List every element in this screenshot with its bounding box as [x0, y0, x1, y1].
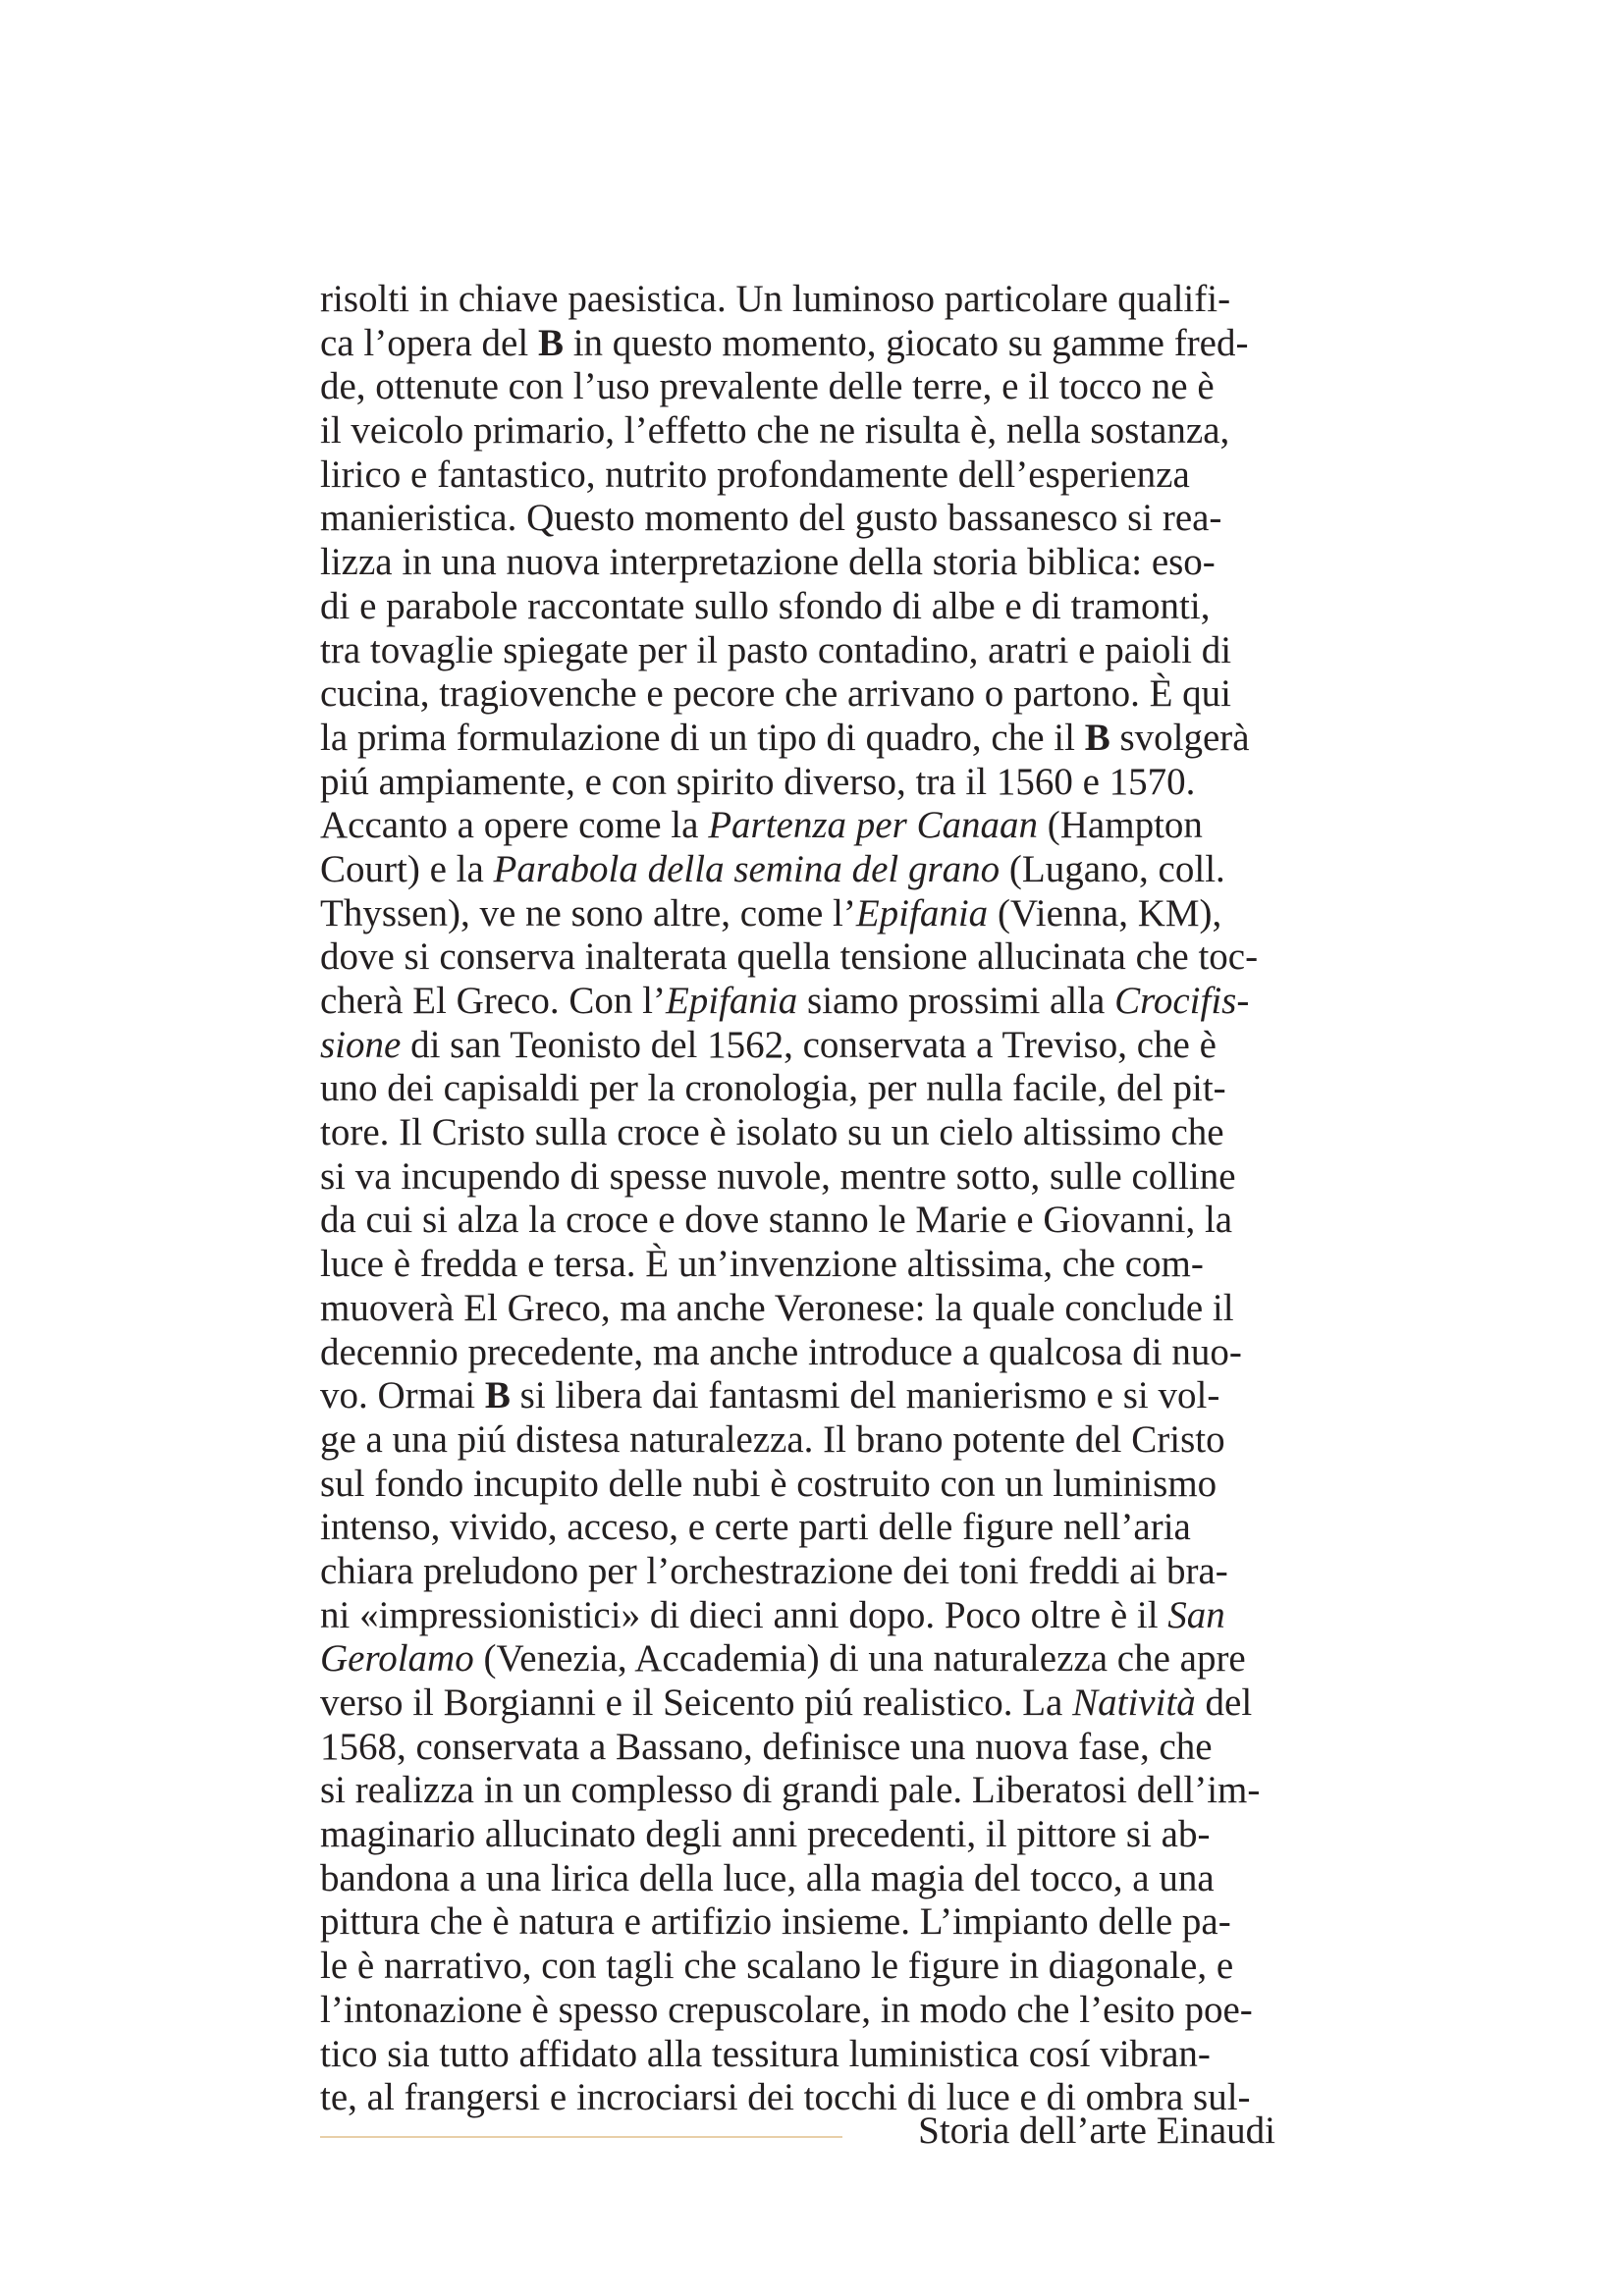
- text-run: verso il Borgianni e il Seicento piú realistico. La: [320, 1682, 1073, 1724]
- text-run: risolti in chiave paesistica. Un luminoso particolare qualifi-: [320, 278, 1231, 320]
- text-line: [320, 1374, 1275, 1418]
- italic-title: sione: [320, 1023, 402, 1066]
- text-line: [320, 1945, 1275, 1989]
- text-line: [320, 497, 1275, 541]
- text-run: del: [1195, 1682, 1253, 1724]
- text-run: tra tovaglie spiegate per il pasto contadino, aratri e paioli di: [320, 628, 1232, 671]
- text-run: uno dei capisaldi per la cronologia, per nulla facile, del pit-: [320, 1067, 1226, 1110]
- text-line: [320, 804, 1275, 848]
- text-run: ni «impressionistici» di dieci anni dopo. Poco oltre è il: [320, 1593, 1168, 1636]
- text-run: (Venezia, Accademia) di una naturalezza che apre: [473, 1637, 1246, 1681]
- text-run: le è narrativo, con tagli che scalano le figure in diagonale, e: [320, 1945, 1234, 1988]
- text-line: [320, 278, 1275, 322]
- text-run: l’intonazione è spesso crepuscolare, in modo che l’esito poe-: [320, 1988, 1253, 2031]
- text-line: [320, 1463, 1275, 1507]
- italic-title: Epifania: [855, 891, 989, 934]
- italic-title: Parabola della semina del grano: [493, 847, 1001, 890]
- text-run: di san Teonisto del 1562, conservata a Treviso, che è: [401, 1023, 1217, 1066]
- text-line: [320, 1418, 1275, 1463]
- text-run: piú ampiamente, e con spirito diverso, tra il 1560 e 1570.: [320, 760, 1196, 803]
- text-run: cherà El Greco. Con l’: [320, 980, 666, 1022]
- footer-rule: [320, 2136, 842, 2138]
- text-line: [320, 892, 1275, 936]
- text-run: il veicolo primario, l’effetto che ne risulta è, nella sostanza,: [320, 409, 1230, 453]
- text-line: [320, 1769, 1275, 1813]
- text-run: ca l’opera del: [320, 321, 538, 364]
- italic-title: Gerolamo: [320, 1637, 474, 1681]
- text-line: [320, 365, 1275, 409]
- text-line: [320, 2033, 1275, 2077]
- text-run: Court) e la: [320, 847, 494, 890]
- text-run: chiara preludono per l’orchestrazione dei toni freddi ai bra-: [320, 1549, 1228, 1592]
- text-run: ge a una piú distesa naturalezza. Il brano potente del Cristo: [320, 1417, 1225, 1461]
- text-run: bandona a una lirica della luce, alla magia del tocco, a una: [320, 1856, 1215, 1899]
- text-run: svolgerà: [1109, 716, 1250, 759]
- text-line: [320, 1199, 1275, 1243]
- text-line: [320, 585, 1275, 629]
- text-run: (Hampton: [1038, 804, 1203, 847]
- text-run: si va incupendo di spesse nuvole, mentre sotto, sulle colline: [320, 1154, 1236, 1198]
- text-line: [320, 1331, 1275, 1375]
- text-run: Accanto a opere come la: [320, 804, 709, 847]
- text-run: maginario allucinato degli anni precedenti, il pittore si ab-: [320, 1813, 1211, 1856]
- text-run: tore. Il Cristo sulla croce è isolato su un cielo altissimo che: [320, 1111, 1224, 1154]
- text-run: di e parabole raccontate sullo sfondo di albe e di tramonti,: [320, 584, 1211, 627]
- text-line: [320, 1813, 1275, 1857]
- italic-title: Natività: [1072, 1682, 1196, 1724]
- footer-title: Storia dell’arte Einaudi: [918, 2109, 1275, 2152]
- text-line: [320, 541, 1275, 585]
- text-run: sul fondo incupito delle nubi è costruito con un luminismo: [320, 1462, 1217, 1505]
- text-line: [320, 1900, 1275, 1945]
- text-line: [320, 1067, 1275, 1111]
- text-line: [320, 1594, 1275, 1638]
- text-line: [320, 1155, 1275, 1200]
- text-run: intenso, vivido, acceso, e certe parti delle figure nell’aria: [320, 1506, 1191, 1549]
- text-line: [320, 1550, 1275, 1594]
- text-run: pittura che è natura e artifizio insieme. L’impianto delle pa-: [320, 1900, 1231, 1944]
- bold-abbreviation: B: [537, 321, 564, 364]
- text-line: [320, 761, 1275, 805]
- text-run: cucina, tragiovenche e pecore che arrivano o partono. È qui: [320, 672, 1231, 716]
- italic-title: Partenza per Canaan: [708, 804, 1039, 847]
- text-run: lirico e fantastico, nutrito profondamente dell’esperienza: [320, 453, 1190, 496]
- text-line: [320, 1243, 1275, 1287]
- text-run: muoverà El Greco, ma anche Veronese: la quale conclude il: [320, 1286, 1234, 1329]
- text-run: (Lugano, coll.: [1000, 847, 1225, 890]
- text-run: in questo momento, giocato su gamme fred-: [563, 321, 1249, 364]
- text-run: vo. Ormai: [320, 1374, 485, 1417]
- text-run: 1568, conservata a Bassano, definisce una nuova fase, che: [320, 1725, 1213, 1768]
- text-run: Thyssen), ve ne sono altre, come l’: [320, 891, 856, 934]
- text-line: [320, 935, 1275, 980]
- text-run: (Vienna, KM),: [988, 891, 1222, 934]
- text-run: tico sia tutto affidato alla tessitura luministica cosí vibran-: [320, 2032, 1211, 2075]
- text-line: [320, 1506, 1275, 1550]
- text-line: [320, 672, 1275, 717]
- text-line: [320, 322, 1275, 366]
- text-line: [320, 980, 1275, 1024]
- text-line: [320, 1287, 1275, 1331]
- text-run: lizza in una nuova interpretazione della storia biblica: eso-: [320, 541, 1216, 584]
- text-line: [320, 409, 1275, 454]
- text-line: [320, 629, 1275, 673]
- page-footer: [320, 2107, 1275, 2156]
- text-run: manieristica. Questo momento del gusto bassanesco si rea-: [320, 497, 1222, 540]
- body-text: [320, 278, 1275, 2120]
- italic-title: Epifania: [665, 980, 798, 1022]
- text-line: [320, 454, 1275, 498]
- text-run: da cui si alza la croce e dove stanno le Marie e Giovanni, la: [320, 1199, 1233, 1242]
- italic-title: Crocifis-: [1114, 980, 1250, 1022]
- text-run: de, ottenute con l’uso prevalente delle terre, e il tocco ne è: [320, 365, 1215, 408]
- text-run: la prima formulazione di un tipo di quadro, che il: [320, 716, 1085, 759]
- text-run: dove si conserva inalterata quella tensione allucinata che toc-: [320, 935, 1259, 979]
- text-line: [320, 1111, 1275, 1155]
- text-run: si libera dai fantasmi del manierismo e si vol-: [510, 1374, 1220, 1417]
- text-run: siamo prossimi alla: [797, 980, 1115, 1022]
- text-line: [320, 1024, 1275, 1068]
- italic-title: San: [1167, 1593, 1225, 1636]
- text-run: si realizza in un complesso di grandi pale. Liberatosi dell’im-: [320, 1769, 1261, 1812]
- text-line: [320, 717, 1275, 761]
- text-line: [320, 1857, 1275, 1901]
- bold-abbreviation: B: [484, 1374, 511, 1417]
- text-line: [320, 1637, 1275, 1682]
- text-line: [320, 1726, 1275, 1770]
- text-line: [320, 1989, 1275, 2033]
- text-line: [320, 848, 1275, 892]
- bold-abbreviation: B: [1084, 716, 1110, 759]
- text-run: luce è fredda e tersa. È un’invenzione altissima, che com-: [320, 1243, 1204, 1286]
- text-run: te, al frangersi e incrociarsi dei tocchi di luce e di ombra sul-: [320, 2076, 1251, 2119]
- text-run: decennio precedente, ma anche introduce a qualcosa di nuo-: [320, 1330, 1242, 1373]
- text-line: [320, 1682, 1275, 1726]
